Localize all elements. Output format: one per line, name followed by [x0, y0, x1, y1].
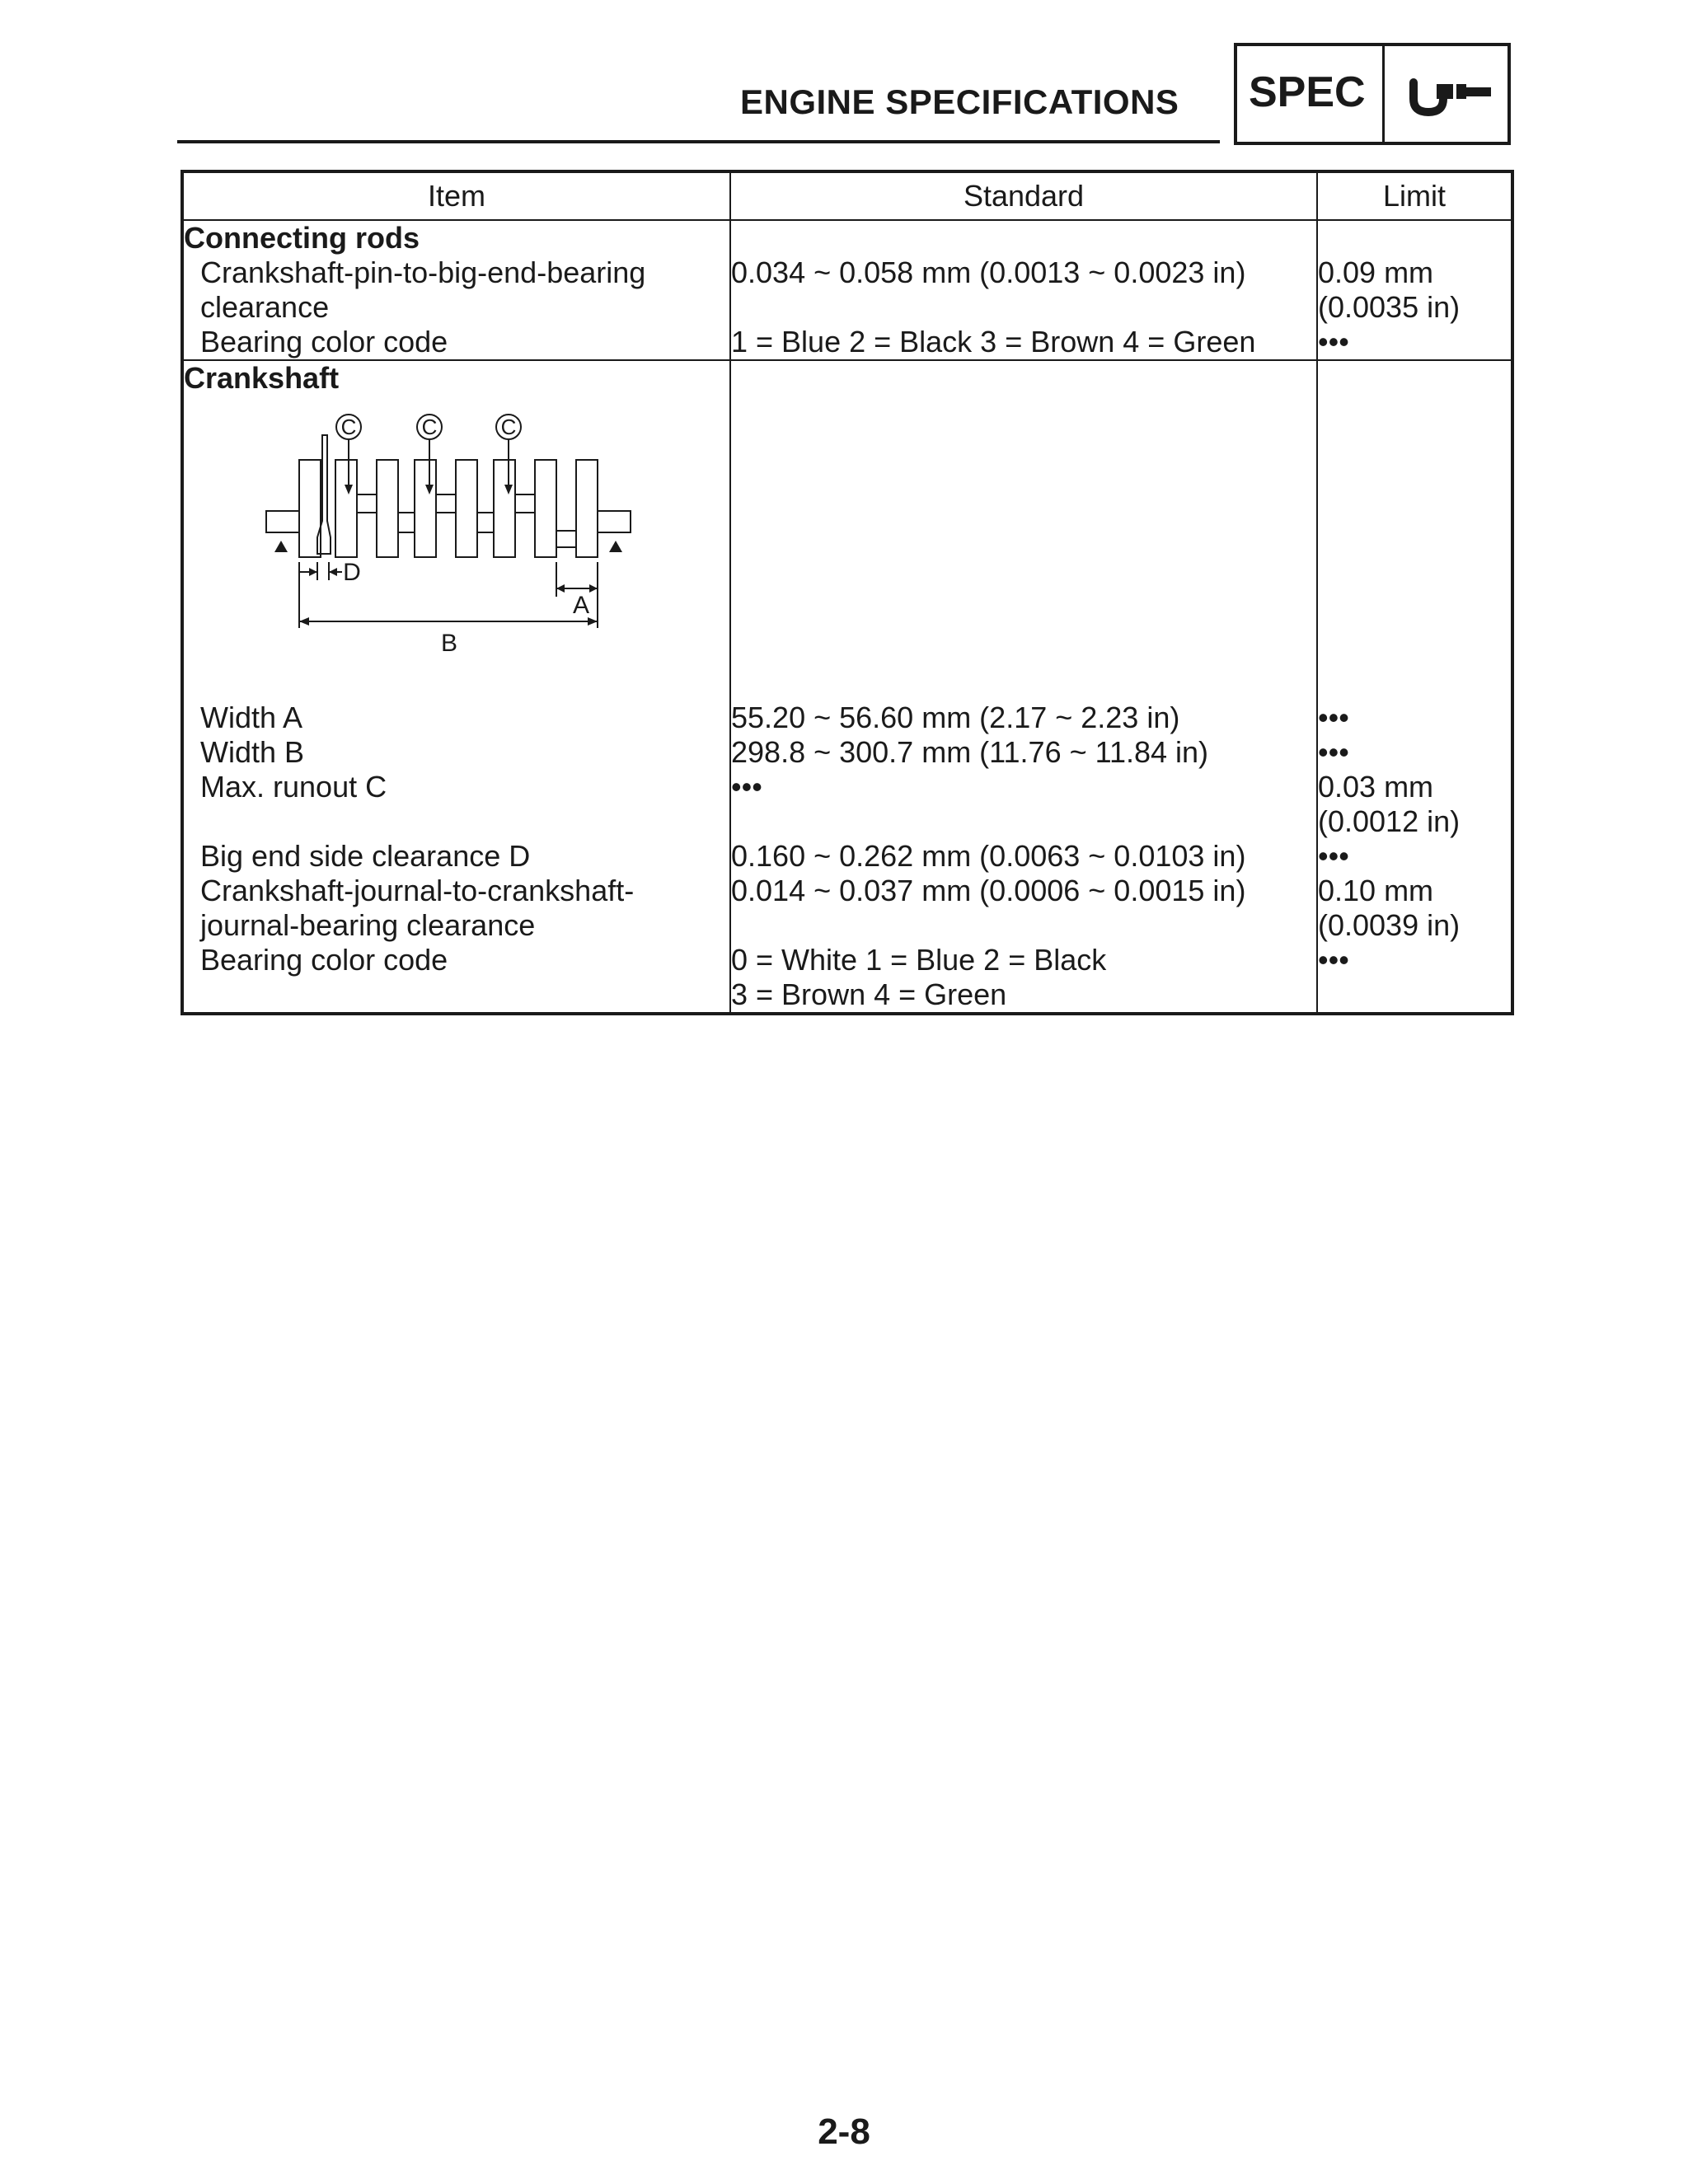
item-text: Crankshaft-pin-to-big-end-bearing — [200, 255, 646, 289]
micrometer-icon — [1404, 71, 1496, 117]
table-row-crankshaft — [182, 360, 1512, 1014]
standard-value: 0.034 ~ 0.058 mm (0.0013 ~ 0.0023 in) — [731, 255, 1246, 289]
group-title: Connecting rods — [184, 221, 420, 255]
item-text: Big end side clearance D — [200, 839, 531, 873]
limit-cell — [1317, 220, 1512, 360]
item-text: Bearing color code — [200, 325, 448, 359]
standard-value: 1 = Blue 2 = Black 3 = Brown 4 = Green — [731, 325, 1256, 359]
limit-value: ••• — [1318, 735, 1349, 769]
limit-value: ••• — [1318, 839, 1349, 873]
item-text: Width B — [200, 735, 305, 769]
diagram-label-b: B — [440, 630, 458, 657]
item-text: Max. runout C — [200, 770, 387, 804]
limit-value: (0.0039 in) — [1318, 908, 1461, 942]
limit-value: 0.09 mm — [1318, 255, 1434, 289]
table-row-connecting-rods — [182, 220, 1512, 360]
group-title: Crankshaft — [184, 361, 340, 395]
standard-value: 0 = White 1 = Blue 2 = Black — [731, 943, 1107, 977]
limit-value: 0.03 mm — [1318, 770, 1434, 804]
limit-value: ••• — [1318, 943, 1349, 977]
page-title: ENGINE SPECIFICATIONS — [740, 82, 1179, 121]
page-number: 2-8 — [818, 2111, 870, 2152]
item-text: Crankshaft-journal-to-crankshaft- — [200, 874, 635, 907]
table-header-row — [182, 171, 1512, 220]
item-text: Width A — [200, 701, 303, 734]
crankshaft-diagram — [184, 396, 729, 701]
standard-value: 3 = Brown 4 = Green — [731, 977, 1007, 1011]
limit-value: ••• — [1318, 325, 1349, 359]
standard-value: ••• — [731, 770, 762, 804]
item-text: journal-bearing clearance — [200, 908, 536, 942]
spec-badge-text: SPEC — [1249, 68, 1366, 116]
header-rule — [177, 140, 1220, 143]
spec-badge — [1234, 43, 1511, 145]
item-text: Bearing color code — [200, 943, 448, 977]
item-cell — [182, 360, 730, 1014]
item-cell — [182, 220, 730, 360]
diagram-label-c: C — [421, 415, 438, 439]
standard-cell — [730, 360, 1317, 1014]
spec-table — [181, 170, 1514, 1015]
standard-value: 0.160 ~ 0.262 mm (0.0063 ~ 0.0103 in) — [731, 839, 1246, 873]
limit-value: (0.0012 in) — [1318, 804, 1461, 838]
standard-value: 55.20 ~ 56.60 mm (2.17 ~ 2.23 in) — [731, 701, 1180, 734]
column-header-item: Item — [182, 171, 730, 220]
standard-value: 0.014 ~ 0.037 mm (0.0006 ~ 0.0015 in) — [731, 874, 1246, 907]
limit-value: ••• — [1318, 701, 1349, 734]
column-header-standard: Standard — [730, 171, 1317, 220]
limit-value: 0.10 mm — [1318, 874, 1434, 907]
diagram-label-c: C — [500, 415, 517, 439]
spec-badge-divider — [1382, 46, 1385, 142]
limit-value: (0.0035 in) — [1318, 290, 1461, 324]
diagram-label-d: D — [343, 559, 361, 586]
crankshaft-drawing — [263, 405, 642, 694]
standard-cell — [730, 220, 1317, 360]
limit-cell — [1317, 360, 1512, 1014]
column-header-limit: Limit — [1317, 171, 1512, 220]
item-text: clearance — [200, 290, 330, 324]
diagram-label-c: C — [340, 415, 357, 439]
diagram-label-a: A — [572, 592, 590, 619]
standard-value: 298.8 ~ 300.7 mm (11.76 ~ 11.84 in) — [731, 735, 1209, 769]
